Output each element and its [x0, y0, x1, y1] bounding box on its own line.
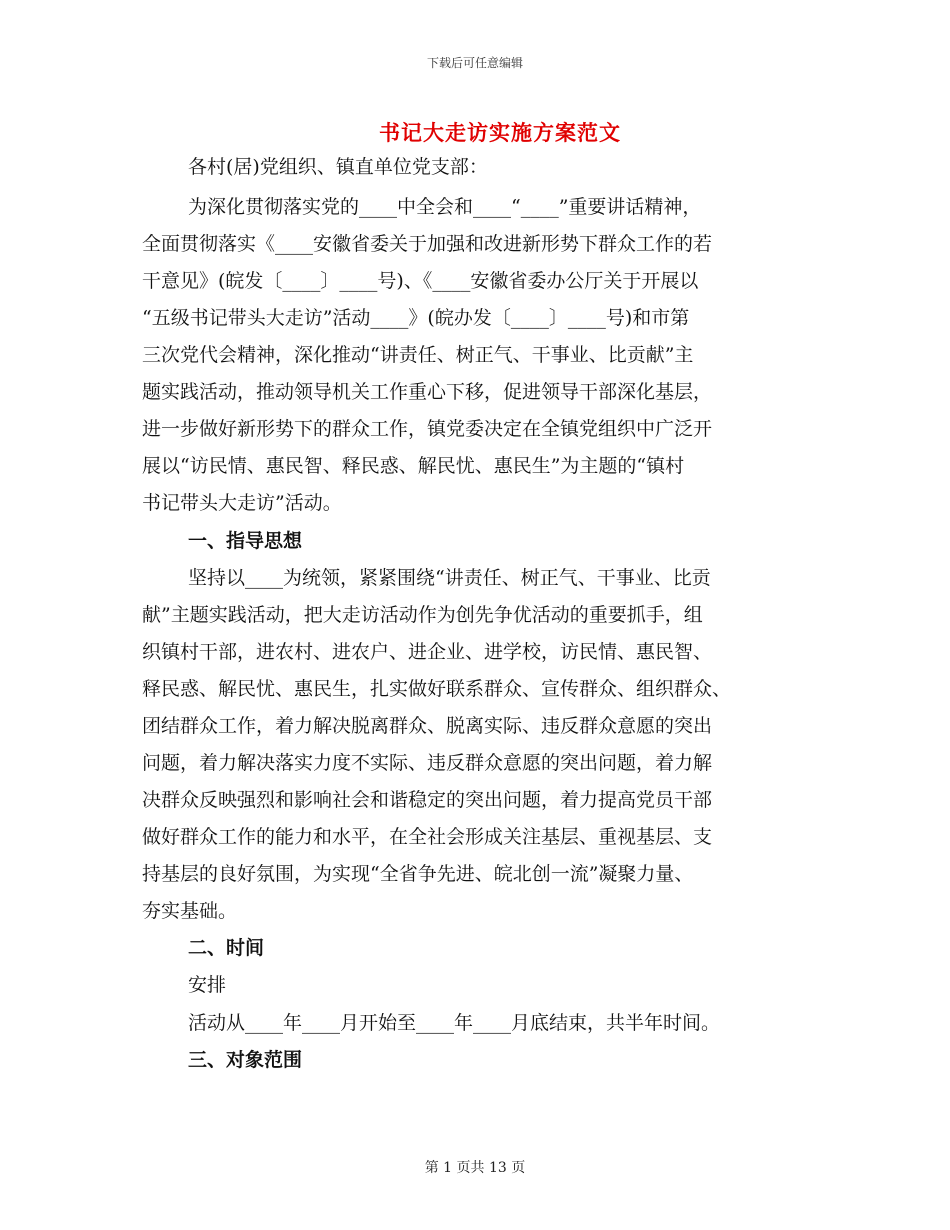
paragraph-line: 安排 [188, 974, 227, 996]
paragraph-line: 全面贯彻落实《____安徽省委关于加强和改进新形势下群众工作的若 [142, 233, 713, 255]
paragraph-line: 团结群众工作，着力解决脱离群众、脱离实际、违反群众意愿的突出 [142, 715, 713, 737]
paragraph-line: 决群众反映强烈和影响社会和谐稳定的突出问题，着力提高党员干部 [142, 789, 713, 811]
paragraph-line: 展以“访民情、惠民智、释民惑、解民忧、惠民生”为主题的“镇村 [142, 455, 685, 477]
paragraph-line: 持基层的良好氛围，为实现“全省争先进、皖北创一流”凝聚力量、 [142, 863, 694, 885]
paragraph-line: 坚持以____为统领，紧紧围绕“讲责任、树正气、干事业、比贡 [188, 567, 711, 589]
paragraph-line: 题实践活动，推动领导机关工作重心下移，促进领导干部深化基层， [142, 381, 713, 403]
paragraph-line: “五级书记带头大走访”活动____》(皖办发〔____〕____号)和市第 [142, 307, 690, 329]
paragraph-line: 问题，着力解决落实力度不实际、违反群众意愿的突出问题，着力解 [142, 752, 713, 774]
paragraph-line: 夯实基础。 [142, 900, 238, 922]
paragraph-line: 做好群众工作的能力和水平，在全社会形成关注基层、重视基层、支 [142, 826, 713, 848]
paragraph-line: 织镇村干部，进农村、进农户、进企业、进学校，访民情、惠民智、 [142, 641, 713, 663]
paragraph-line: 为深化贯彻落实党的____中全会和____“____”重要讲话精神， [188, 196, 702, 218]
section-heading: 二、时间 [188, 937, 265, 959]
header-note: 下载后可任意编辑 [426, 56, 523, 70]
section-heading: 三、对象范围 [188, 1049, 303, 1071]
paragraph-line: 献”主题实践活动，把大走访活动作为创先争优活动的重要抓手，组 [142, 604, 703, 626]
paragraph-line: 书记带头大走访”活动。 [142, 492, 342, 514]
salutation-line: 各村(居)党组织、镇直单位党支部： [188, 156, 488, 178]
paragraph-line: 三次党代会精神，深化推动“讲责任、树正气、干事业、比贡献”主 [142, 344, 694, 366]
paragraph-line: 干意见》(皖发〔____〕____号)、《____安徽省委办公厅关于开展以 [142, 270, 699, 292]
paragraph-line: 进一步做好新形势下的群众工作，镇党委决定在全镇党组织中广泛开 [142, 418, 713, 440]
page-footer: 第 1 页共 13 页 [424, 1160, 526, 1176]
paragraph-line: 释民惑、解民忧、惠民生，扎实做好联系群众、宣传群众、组织群众、 [142, 678, 732, 700]
document-title: 书记大走访实施方案范文 [379, 120, 621, 145]
paragraph-line: 活动从____年____月开始至____年____月底结束，共半年时间。 [188, 1012, 721, 1034]
section-heading: 一、指导思想 [188, 530, 303, 552]
